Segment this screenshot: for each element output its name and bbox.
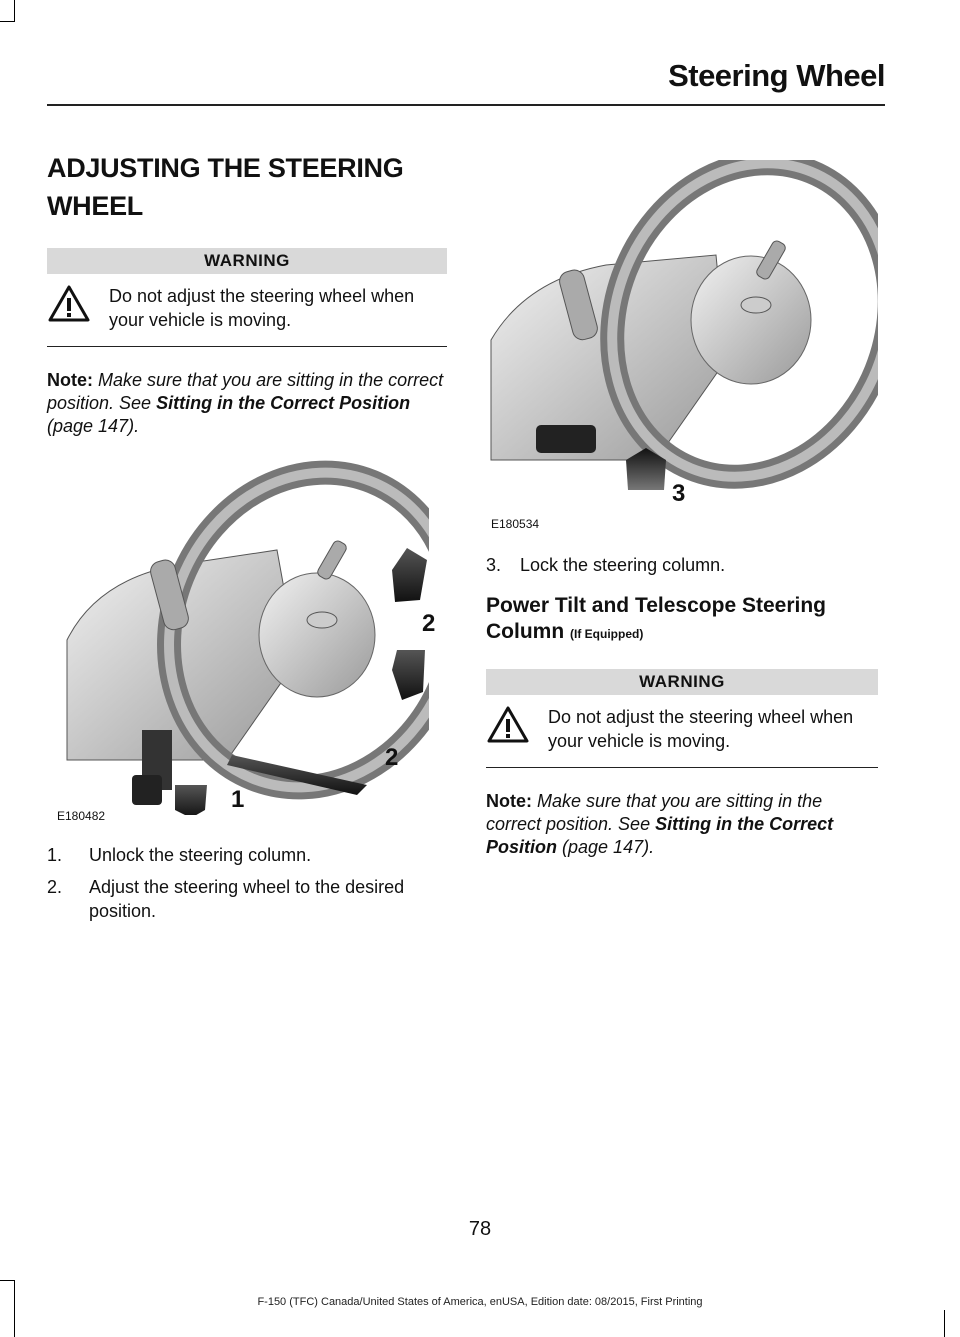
steps-list xyxy=(47,843,447,923)
cross-reference-link[interactable]: Sitting in the Correct Position xyxy=(156,393,411,413)
warning-text: Do not adjust the steering wheel when your vehicle is moving. xyxy=(548,707,854,751)
header-rule xyxy=(47,104,885,106)
section-heading-line2: WHEEL xyxy=(47,191,143,221)
page-number: 78 xyxy=(468,1218,492,1240)
cross-reference-link[interactable]: Sitting in the Correct Position xyxy=(486,814,834,857)
figure-code: E180534 xyxy=(491,517,540,531)
crop-mark xyxy=(944,1310,945,1337)
steering-wheel-illustration xyxy=(57,460,429,815)
warning-heading: WARNING xyxy=(47,248,447,274)
figure-code: E180482 xyxy=(57,809,106,823)
warning-body xyxy=(47,274,447,347)
callout-2-upper: 2 xyxy=(422,610,436,637)
crop-mark xyxy=(14,1280,15,1337)
callout-3: 3 xyxy=(672,480,686,507)
page-header-title: Steering Wheel xyxy=(668,58,885,93)
note-paragraph: Note: Make sure that you are sitting in the correct position. See Sitting in the Correct Position (page 147). xyxy=(486,791,834,857)
arrow-up-icon xyxy=(392,548,427,602)
section-heading: ADJUSTING THE STEERING xyxy=(47,153,404,183)
warning-body xyxy=(486,695,878,768)
crop-mark xyxy=(14,0,15,22)
callout-1: 1 xyxy=(231,786,245,813)
list-item: 2. Adjust the steering wheel to the desired position. xyxy=(47,877,405,921)
crop-mark xyxy=(0,1280,15,1281)
steps-list xyxy=(486,553,878,577)
warning-triangle-icon xyxy=(47,284,99,329)
steering-wheel-figure xyxy=(57,460,436,823)
callout-2-lower: 2 xyxy=(385,744,399,771)
arrow-down-icon xyxy=(392,650,425,700)
list-item: 3. Lock the steering column. xyxy=(486,555,726,575)
list-item: 1. Unlock the steering column. xyxy=(47,845,312,865)
warning-heading: WARNING xyxy=(486,669,878,695)
warning-triangle-icon xyxy=(486,705,538,750)
steering-lock-illustration xyxy=(486,160,878,515)
left-column xyxy=(47,140,447,931)
crop-mark xyxy=(0,21,15,22)
lock-column-figure xyxy=(486,160,878,531)
subsection-heading: Power Tilt and Telescope Steering Column (If Equipped) xyxy=(486,594,826,643)
page-footer: F-150 (TFC) Canada/United States of America, enUSA, Edition date: 08/2015, First Printing xyxy=(257,1296,703,1308)
note-paragraph: Note: Make sure that you are sitting in the correct position. See Sitting in the Correct Position (page 147). xyxy=(47,370,444,436)
right-column xyxy=(486,160,878,859)
arrow-lever-down-icon xyxy=(175,785,207,815)
warning-text: Do not adjust the steering wheel when your vehicle is moving. xyxy=(109,286,415,330)
if-equipped-label: (If Equipped) xyxy=(570,627,644,641)
